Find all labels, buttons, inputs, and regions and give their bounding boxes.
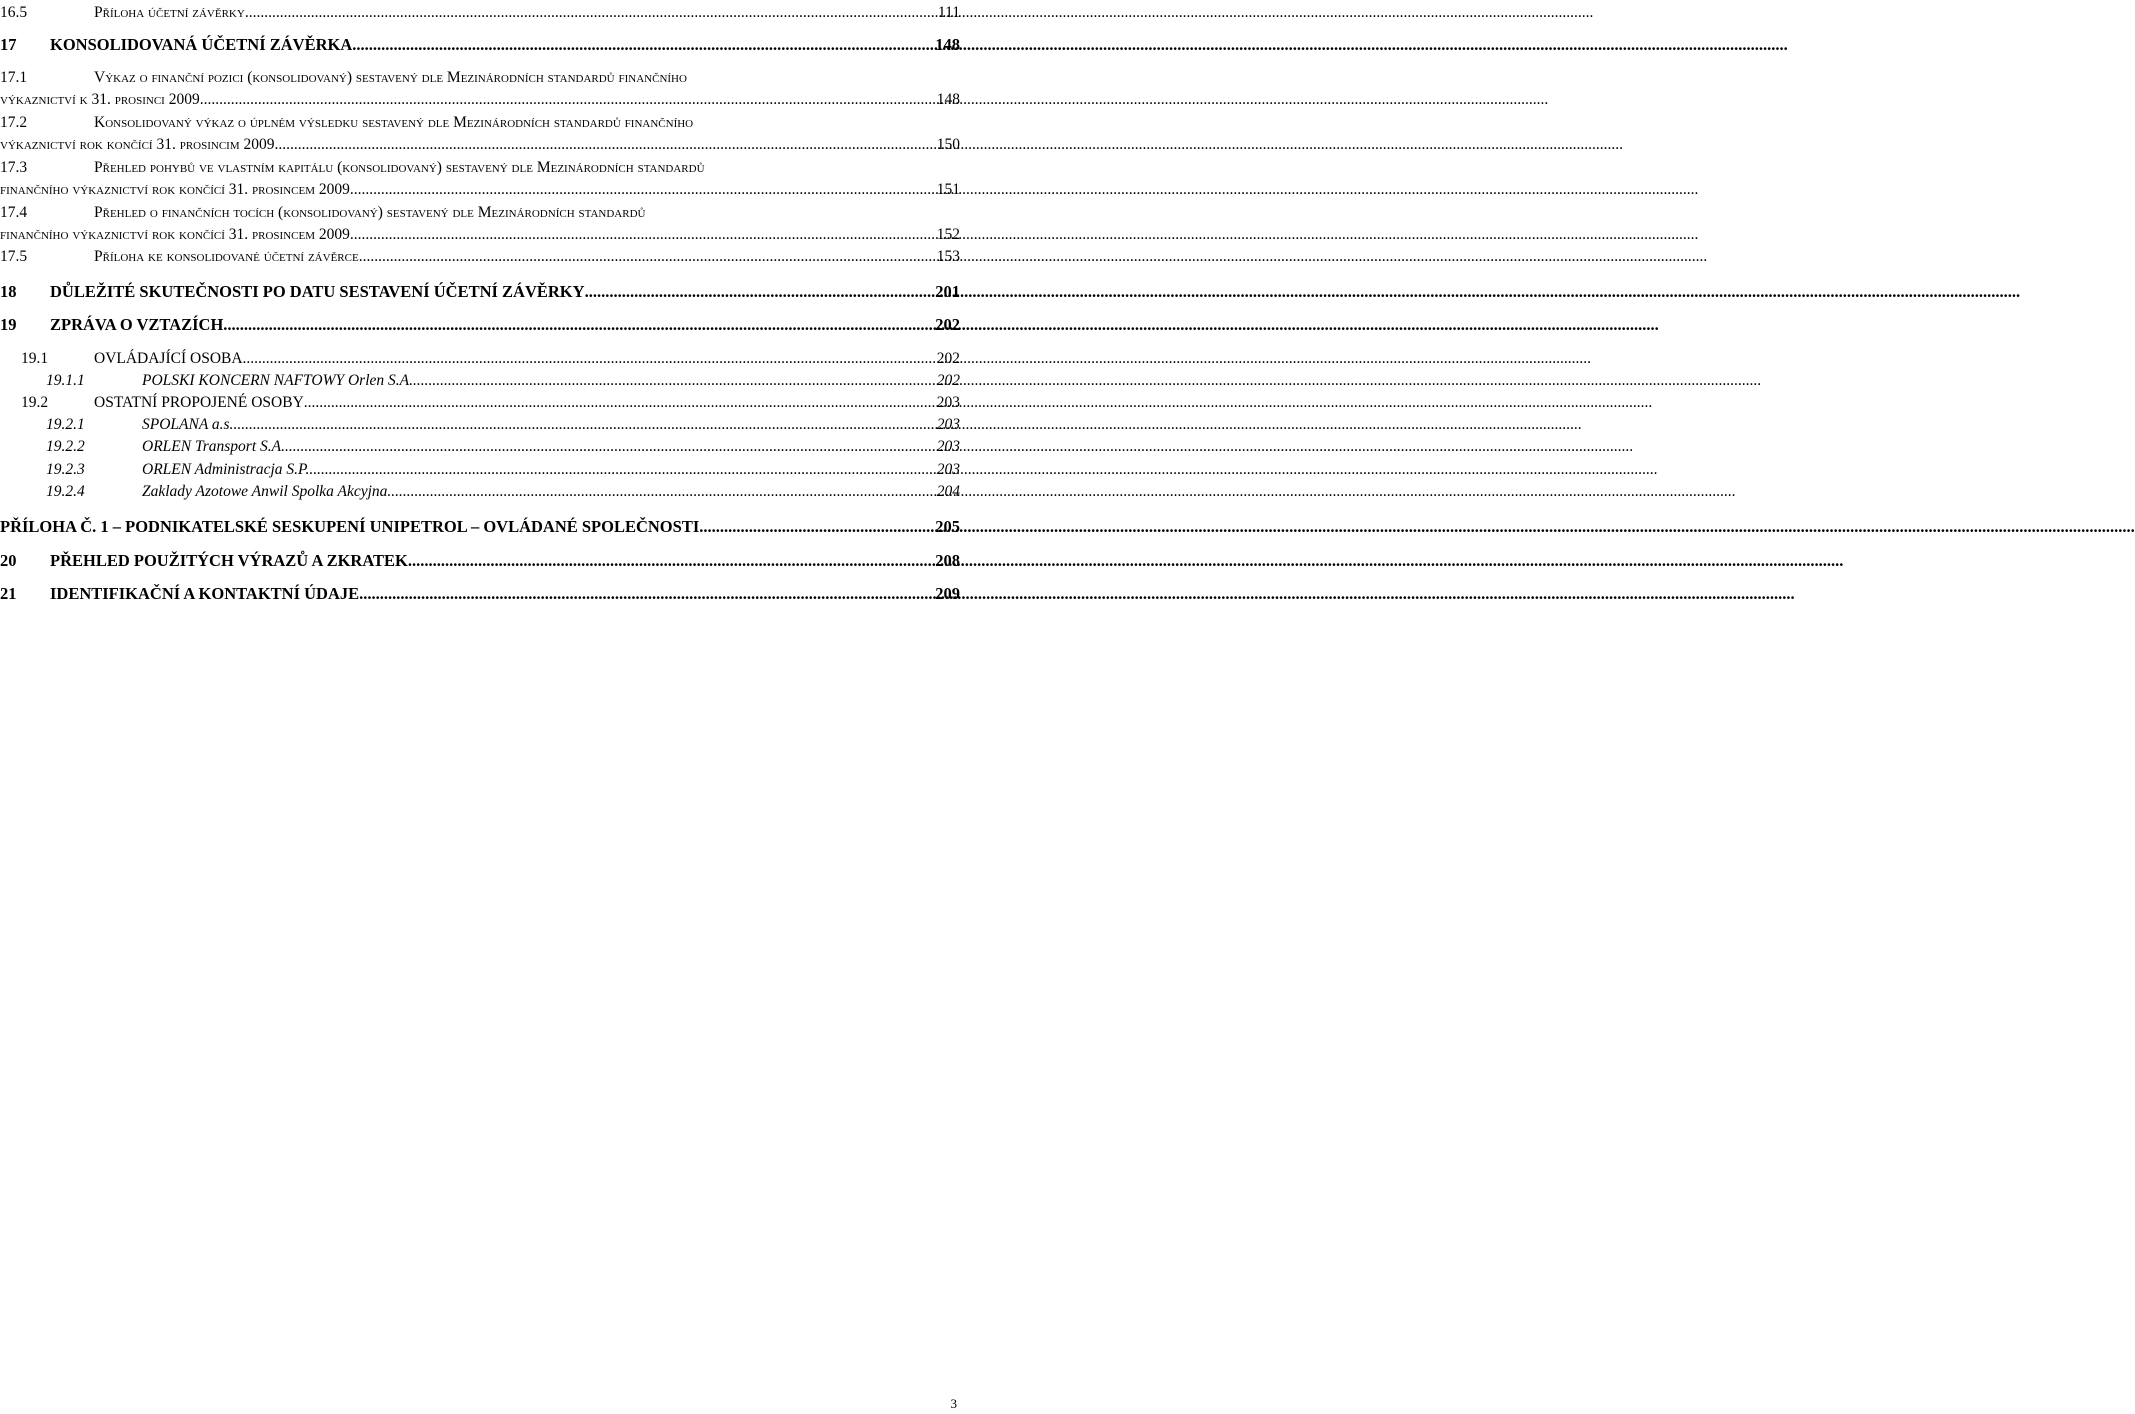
toc-leader [223,314,935,336]
toc-number: 17.5 [0,248,28,265]
toc-leader [274,134,936,156]
toc-leader [350,179,937,201]
toc-number: 19.2.4 [46,483,85,500]
toc-entry-20[interactable] [0,550,960,572]
toc-page: 204 [936,483,960,500]
toc-leader [413,370,937,392]
toc-title-line1: Konsolidovaný výkaz o úplném výsledku sestavený dle Mezinárodních standardů finančního [94,114,694,131]
toc-leader [699,516,935,538]
toc-number: 17.2 [0,114,28,131]
toc-number: 18 [0,282,17,301]
toc-entry-19[interactable] [0,314,960,336]
toc-title-line1: Přehled pohybů ve vlastním kapitálu (konsolidovaný) sestavený dle Mezinárodních standardů [94,159,705,176]
toc-title-line2: finančního výkaznictví rok končící 31. prosincem 2009 [0,226,350,243]
toc-entry-19-2-1[interactable] [0,414,960,436]
toc-page: 151 [936,181,960,198]
toc-title-line2: finančního výkaznictví rok končící 31. prosincem 2009 [0,181,350,198]
toc-page: 150 [936,136,960,153]
toc-leader [285,436,937,458]
toc-title: KONSOLIDOVANÁ ÚČETNÍ ZÁVĚRKA [50,35,353,54]
toc-title: DŮLEŽITÉ SKUTEČNOSTI PO DATU SESTAVENÍ ÚČETNÍ ZÁVĚRKY [50,282,585,301]
toc-entry-priloha-1[interactable] [0,516,960,538]
toc-page: 203 [936,438,960,455]
toc-title: PŘEHLED POUŽITÝCH VÝRAZŮ A ZKRATEK [50,551,408,570]
toc-title: OSTATNÍ PROPOJENÉ OSOBY [94,394,304,411]
toc-title-line1: Přehled o finančních tocích (konsolidovaný) sestavený dle Mezinárodních standardů [94,204,646,221]
toc-entry-19-2-3[interactable] [0,459,960,481]
toc-number: 19 [0,315,17,334]
toc-page: 203 [936,394,960,411]
toc-number: 19.2.2 [46,438,85,455]
toc-page: 203 [936,461,960,478]
toc-number: 19.2.1 [46,416,85,433]
toc-leader [243,348,937,370]
toc-number: 17 [0,35,17,54]
toc-entry-17-5[interactable] [0,246,960,268]
toc-page: 202 [936,372,960,389]
toc-entry-19-1-1[interactable] [0,370,960,392]
toc-title: ORLEN Transport S.A. [142,438,285,455]
toc-title-line2: výkaznictví k 31. prosinci 2009 [0,91,200,108]
toc-entry-19-1[interactable] [0,348,960,370]
toc-entry-16-5[interactable] [0,2,960,24]
toc-leader [387,481,936,503]
toc-leader [352,34,935,56]
toc-title: SPOLANA a.s. [142,416,234,433]
toc-page: 205 [935,517,960,536]
toc-number: 19.1 [21,350,49,367]
toc-leader [309,459,936,481]
toc-entry-21[interactable] [0,583,960,605]
toc-title: PŘÍLOHA Č. 1 – PODNIKATELSKÉ SESKUPENÍ UNIPETROL – OVLÁDANÉ SPOLEČNOSTI [0,517,700,536]
toc-number: 17.4 [0,204,28,221]
toc-page: 209 [935,584,960,603]
toc-leader [359,246,937,268]
toc-number: 16.5 [0,4,28,21]
toc-page: 152 [936,226,960,243]
page-number: 3 [950,1396,957,1411]
toc-entry-19-2-4[interactable] [0,481,960,503]
toc-page: 148 [936,91,960,108]
toc-leader [245,2,938,24]
toc-leader [585,281,936,303]
toc-title: ORLEN Administracja S.P. [142,461,310,478]
toc-title-line1: Výkaz o finanční pozici (konsolidovaný) sestavený dle Mezinárodních standardů finančního [94,69,687,86]
toc-leader [233,414,936,436]
toc-leader [200,89,937,111]
toc-title: IDENTIFIKAČNÍ A KONTAKTNÍ ÚDAJE [50,584,360,603]
toc-entry-17-3[interactable] [0,157,960,201]
toc-page: 208 [935,551,960,570]
toc-page: 202 [935,315,960,334]
toc-entry-17[interactable] [0,34,960,56]
toc-title: Příloha účetní závěrky [94,4,245,21]
toc-page: 153 [936,248,960,265]
toc-leader [304,392,937,414]
toc-leader [408,550,935,572]
toc-number: 19.2 [21,394,49,411]
toc-page: 201 [935,282,960,301]
toc-number: 21 [0,584,17,603]
toc-number: 19.2.3 [46,461,85,478]
toc-page: 148 [935,35,960,54]
toc-entry-17-4[interactable] [0,202,960,246]
toc-number: 17.3 [0,159,28,176]
toc-title: ZPRÁVA O VZTAZÍCH [50,315,224,334]
toc-leader [350,224,937,246]
toc-leader [359,583,935,605]
toc-entry-19-2-2[interactable] [0,436,960,458]
toc-title: OVLÁDAJÍCÍ OSOBA [94,350,243,367]
toc-title: Příloha ke konsolidované účetní závěrce [94,248,359,265]
toc-title-line2: výkaznictví rok končící 31. prosincim 2009 [0,136,275,153]
toc-title: POLSKI KONCERN NAFTOWY Orlen S.A. [142,372,413,389]
toc-page: 111 [937,4,960,21]
toc-number: 19.1.1 [46,372,85,389]
toc-page: 202 [936,350,960,367]
toc-entry-17-2[interactable] [0,112,960,156]
toc-entry-18[interactable] [0,281,960,303]
toc-entry-19-2[interactable] [0,392,960,414]
toc-page: 203 [936,416,960,433]
toc-title: Zaklady Azotowe Anwil Spolka Akcyjna [142,483,388,500]
toc-number: 20 [0,551,17,570]
toc-entry-17-1[interactable] [0,67,960,111]
toc-number: 17.1 [0,69,28,86]
